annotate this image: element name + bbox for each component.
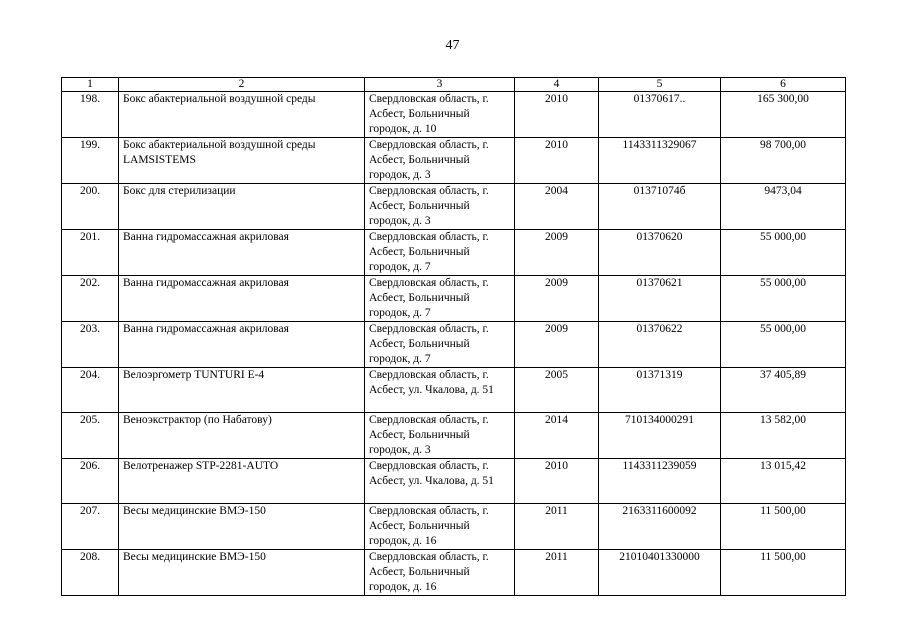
table-row	[62, 550, 846, 596]
table-row	[62, 322, 846, 368]
address-cell: Свердловская область, г. Асбест, Больничный городок, д. 3	[365, 413, 515, 459]
item-name-cell: Бокс для стерилизации	[119, 184, 365, 230]
row-number-cell: 199.	[62, 138, 119, 184]
row-number-cell: 198.	[62, 92, 119, 138]
table-row	[62, 138, 846, 184]
item-name-cell: Веноэкстрактор (по Набатову)	[119, 413, 365, 459]
column-header: 6	[721, 78, 846, 92]
row-number-cell: 206.	[62, 459, 119, 504]
year-cell: 2009	[515, 276, 599, 322]
address-cell: Свердловская область, г. Асбест, Больничный городок, д. 3	[365, 138, 515, 184]
column-header: 3	[365, 78, 515, 92]
item-name-cell: Бокс абактериальной воздушной среды LAMSISTEMS	[119, 138, 365, 184]
item-name-cell: Бокс абактериальной воздушной среды	[119, 92, 365, 138]
row-number-cell: 207.	[62, 504, 119, 550]
address-cell: Свердловская область, г. Асбест, Больничный городок, д. 16	[365, 550, 515, 596]
year-cell: 2010	[515, 138, 599, 184]
item-name-cell: Весы медицинские ВМЭ-150	[119, 550, 365, 596]
item-name-cell: Ванна гидромассажная акриловая	[119, 322, 365, 368]
inventory-number-cell: 01371319	[599, 368, 721, 413]
item-name-cell: Ванна гидромассажная акриловая	[119, 230, 365, 276]
address-cell: Свердловская область, г. Асбест, Больничный городок, д. 7	[365, 276, 515, 322]
inventory-number-cell: 01370622	[599, 322, 721, 368]
year-cell: 2011	[515, 550, 599, 596]
address-cell: Свердловская область, г. Асбест, Больничный городок, д. 10	[365, 92, 515, 138]
inventory-number-cell: 01371074б	[599, 184, 721, 230]
table-row	[62, 92, 846, 138]
year-cell: 2010	[515, 92, 599, 138]
row-number-cell: 208.	[62, 550, 119, 596]
year-cell: 2004	[515, 184, 599, 230]
inventory-number-cell: 1143311329067	[599, 138, 721, 184]
inventory-number-cell: 1143311239059	[599, 459, 721, 504]
column-header: 4	[515, 78, 599, 92]
row-number-cell: 201.	[62, 230, 119, 276]
address-cell: Свердловская область, г. Асбест, ул. Чкалова, д. 51	[365, 368, 515, 413]
year-cell: 2005	[515, 368, 599, 413]
header-row	[62, 78, 846, 92]
cost-cell: 11 500,00	[721, 504, 846, 550]
column-header: 1	[62, 78, 119, 92]
address-cell: Свердловская область, г. Асбест, Больничный городок, д. 7	[365, 230, 515, 276]
inventory-number-cell: 01370617..	[599, 92, 721, 138]
cost-cell: 13 015,42	[721, 459, 846, 504]
cost-cell: 9473,04	[721, 184, 846, 230]
table-row	[62, 504, 846, 550]
inventory-number-cell: 710134000291	[599, 413, 721, 459]
inventory-number-cell: 21010401330000	[599, 550, 721, 596]
year-cell: 2010	[515, 459, 599, 504]
table-header	[62, 78, 846, 92]
item-name-cell: Велотренажер STP-2281-AUTO	[119, 459, 365, 504]
address-cell: Свердловская область, г. Асбест, Больничный городок, д. 16	[365, 504, 515, 550]
year-cell: 2009	[515, 230, 599, 276]
address-cell: Свердловская область, г. Асбест, Больничный городок, д. 7	[365, 322, 515, 368]
cost-cell: 11 500,00	[721, 550, 846, 596]
row-number-cell: 200.	[62, 184, 119, 230]
table-row	[62, 368, 846, 413]
year-cell: 2011	[515, 504, 599, 550]
inventory-number-cell: 2163311600092	[599, 504, 721, 550]
table-row	[62, 184, 846, 230]
column-header: 5	[599, 78, 721, 92]
page-number: 47	[445, 38, 460, 53]
cost-cell: 55 000,00	[721, 276, 846, 322]
address-cell: Свердловская область, г. Асбест, Больничный городок, д. 3	[365, 184, 515, 230]
table-row	[62, 459, 846, 504]
row-number-cell: 203.	[62, 322, 119, 368]
item-name-cell: Велоэргометр TUNTURI E-4	[119, 368, 365, 413]
cost-cell: 37 405,89	[721, 368, 846, 413]
cost-cell: 165 300,00	[721, 92, 846, 138]
address-cell: Свердловская область, г. Асбест, ул. Чкалова, д. 51	[365, 459, 515, 504]
cost-cell: 13 582,00	[721, 413, 846, 459]
cost-cell: 98 700,00	[721, 138, 846, 184]
table-body	[62, 92, 846, 596]
table-row	[62, 230, 846, 276]
cost-cell: 55 000,00	[721, 230, 846, 276]
table-row	[62, 276, 846, 322]
inventory-number-cell: 01370620	[599, 230, 721, 276]
inventory-number-cell: 01370621	[599, 276, 721, 322]
year-cell: 2014	[515, 413, 599, 459]
cost-cell: 55 000,00	[721, 322, 846, 368]
year-cell: 2009	[515, 322, 599, 368]
row-number-cell: 204.	[62, 368, 119, 413]
column-header: 2	[119, 78, 365, 92]
inventory-table	[61, 77, 846, 596]
row-number-cell: 205.	[62, 413, 119, 459]
item-name-cell: Ванна гидромассажная акриловая	[119, 276, 365, 322]
table-row	[62, 413, 846, 459]
row-number-cell: 202.	[62, 276, 119, 322]
item-name-cell: Весы медицинские ВМЭ-150	[119, 504, 365, 550]
